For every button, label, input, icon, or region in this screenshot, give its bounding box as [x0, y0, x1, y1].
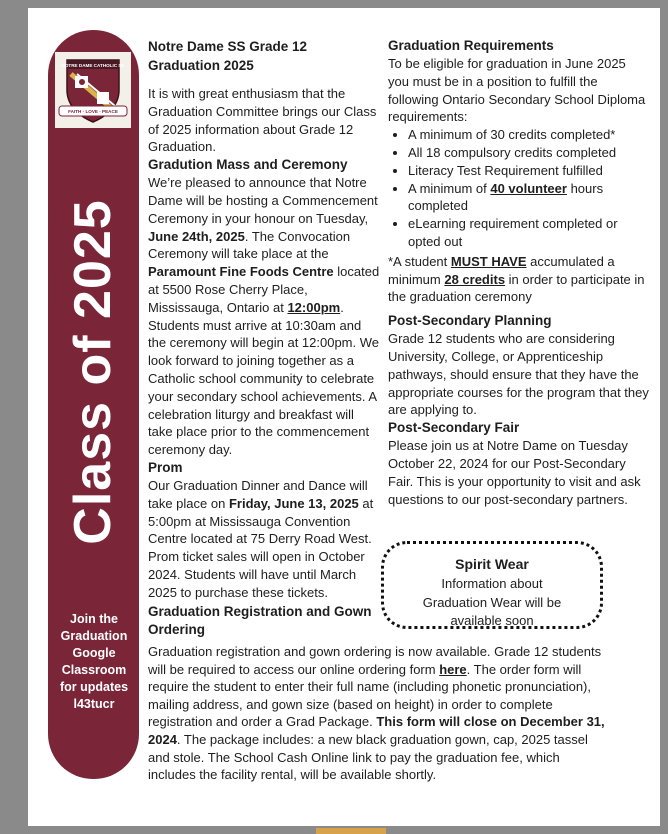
spirit-wear-title: Spirit Wear: [455, 556, 529, 572]
ceremony-date: June 24th, 2025: [148, 228, 245, 244]
left-column: [148, 37, 380, 639]
title-line-1: Notre Dame SS Grade 12: [148, 39, 308, 54]
intro-paragraph: It is with great enthusiasm that the Graduation Committee brings our Class of 2025 information about Grade 12 Graduation.: [148, 86, 377, 155]
spirit-wear-line: Information about: [441, 576, 543, 591]
crest-icon: [55, 52, 131, 128]
classroom-code: l43tucr: [73, 697, 115, 711]
join-line: Classroom: [61, 663, 127, 677]
crest-motto-text: FAITH · LOVE · PEACE: [68, 109, 118, 114]
planning-heading: Post-Secondary Planning: [388, 313, 552, 329]
ceremony-venue: Paramount Fine Foods Centre: [148, 264, 334, 280]
registration-paragraph: Graduation registration and gown ordering is now available. Grade 12 students will be required to access our online ordering form here. The order form will require the student to enter their full name (including phonetic pronunciation), mailing address, and gown size (based on height) in order to complete registration and order a Grad Package. This form will close on December 31, 2024. The package includes: a new black graduation gown, cap, 2025 tassel and stole. The School Cash Online link to pay the graduation fee, which includes the facility rental, will be available shortly.: [148, 644, 605, 783]
registration-deadline: This form will close on December 31, 2024: [148, 714, 605, 747]
registration-section: [148, 643, 608, 784]
requirements-note: *A student MUST HAVE accumulated a minimum 28 credits in order to participate in the graduation ceremony: [388, 253, 645, 305]
registration-heading: Graduation Registration and Gown Ordering: [148, 603, 372, 637]
order-form-link[interactable]: here: [439, 661, 467, 677]
list-item: • eLearning requirement completed or opted out: [408, 215, 650, 251]
planning-paragraph: Grade 12 students who are considering University, College, or Apprenticeship pathways, should ensure that they have the appropriate courses for the program that they are applying to.: [388, 331, 649, 418]
spirit-wear-box: [381, 541, 603, 629]
prom-paragraph: Our Graduation Dinner and Dance will take place on Friday, June 13, 2025 at 5:00pm at Mississauga Convention Centre located at 75 Derry Road West.: [148, 477, 374, 547]
join-classroom-text: [52, 611, 136, 713]
class-of-title: Class of 2025: [64, 199, 122, 545]
right-column: [388, 37, 650, 508]
page-title: [148, 37, 380, 75]
mass-paragraph: We’re pleased to announce that Notre Dame will be hosting a Commencement Ceremony in your honour on Tuesday, June 24th, 2025. The Convocation Ceremony will take place at the Paramount Fine Foods Centre located at 5500 Rose Cherry Place, Mississauga, Ontario at 12:00pm. Students must arrive at 10:30am and the ceremony will begin at 12:00pm. We look forward to joining together as a Catholic school community to celebrate your secondary school achievements. A celebration liturgy and breakfast will take place prior to the commencement ceremony day.: [148, 175, 380, 458]
list-item: • Literacy Test Requirement fulfilled: [408, 162, 650, 180]
requirements-list: [388, 126, 650, 251]
school-crest-logo: [55, 52, 131, 128]
join-line: Graduation: [60, 629, 128, 643]
spirit-wear-line: available soon: [450, 613, 534, 629]
title-line-2: Graduation 2025: [148, 58, 254, 73]
crest-banner-text: NOTRE DAME CATHOLIC SS: [61, 63, 125, 68]
requirements-heading: Graduation Requirements: [388, 38, 554, 53]
prom-tickets-paragraph: Prom ticket sales will open in October 2024. Students will have until March 2025 to purchase these tickets.: [148, 549, 365, 600]
list-item: • A minimum of 40 volunteer hours completed: [408, 180, 650, 216]
list-item: • A minimum of 30 credits completed*: [408, 126, 650, 144]
spirit-wear-line: Graduation Wear will be: [422, 594, 562, 610]
requirements-intro: To be eligible for graduation in June 2025 you must be in a position to fulfill the following Ontario Secondary School Diploma requirements:: [388, 56, 646, 125]
prom-heading: Prom: [148, 459, 183, 475]
join-line: Google: [72, 646, 116, 660]
fair-heading: Post-Secondary Fair: [388, 420, 520, 436]
join-line: for updates: [59, 680, 129, 694]
ceremony-time: 12:00pm: [287, 299, 341, 315]
fair-paragraph: Please join us at Notre Dame on Tuesday October 22, 2024 for our Post-Secondary Fair. This is your opportunity to visit and ask questions to our post-secondary partners.: [388, 438, 641, 507]
prom-date: Friday, June 13, 2025: [228, 495, 359, 511]
list-item: • All 18 compulsory credits completed: [408, 144, 650, 162]
mass-heading: Gradution Mass and Ceremony: [148, 157, 348, 173]
join-line: Join the: [70, 612, 118, 626]
bottom-tab: [316, 828, 386, 834]
